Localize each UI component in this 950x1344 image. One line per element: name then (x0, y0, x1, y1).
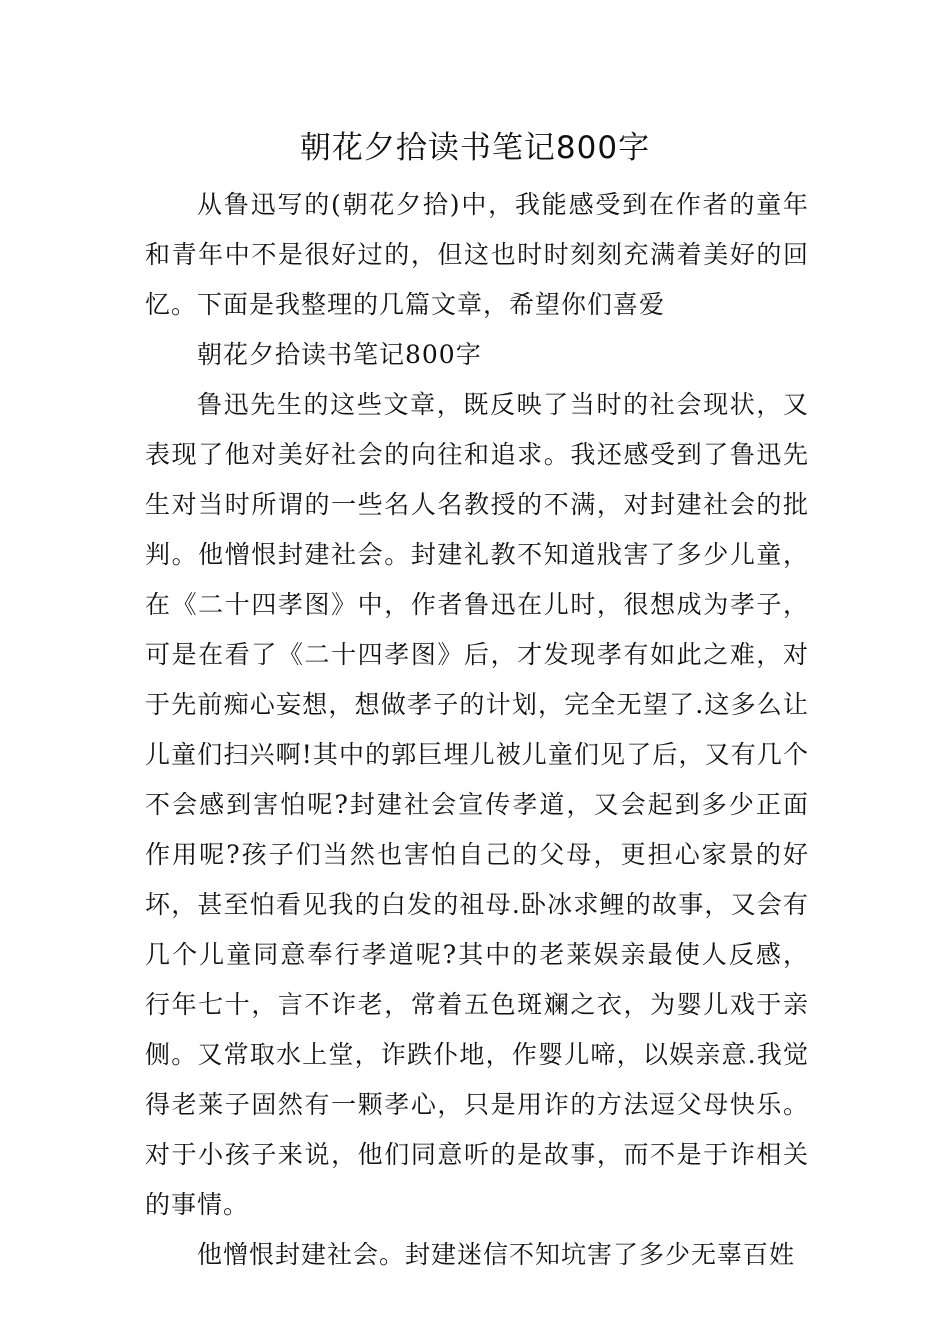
document-body (145, 180, 809, 1280)
paragraph-intro: 从鲁迅写的(朝花夕拾)中，我能感受到在作者的童年和青年中不是很好过的，但这也时时刻刻充满着美好的回忆。下面是我整理的几篇文章，希望你们喜爱 (145, 190, 809, 319)
paragraph-subtitle: 朝花夕拾读书笔记800字 (197, 340, 482, 369)
paragraph-main: 鲁迅先生的这些文章，既反映了当时的社会现状，又表现了他对美好社会的向往和追求。我还感受到了鲁迅先生对当时所谓的一些名人名教授的不满，对封建社会的批判。他憎恨封建社会。封建礼教不知道戕害了多少儿童，在《二十四孝图》中，作者鲁迅在儿时，很想成为孝子，可是在看了《二十四孝图》后，才发现孝有如此之难，对于先前痴心妄想，想做孝子的计划，完全无望了.这多么让儿童们扫兴啊!其中的郭巨埋儿被儿童们见了后，又有几个不会感到害怕呢?封建社会宣传孝道，又会起到多少正面作用呢?孩子们当然也害怕自己的父母，更担心家景的好坏，甚至怕看见我的白发的祖母.卧冰求鲤的故事，又会有几个儿童同意奉行孝道呢?其中的老莱娱亲最使人反感，行年七十，言不诈老，常着五色斑斓之衣，为婴儿戏于亲侧。又常取水上堂，诈跌仆地，作婴儿啼，以娱亲意.我觉得老莱子固然有一颗孝心，只是用诈的方法逗父母快乐。对于小孩子来说，他们同意听的是故事，而不是于诈相关的事情。 (145, 390, 809, 1219)
document-title: 朝花夕拾读书笔记800字 (299, 130, 651, 166)
paragraph-continued: 他憎恨封建社会。封建迷信不知坑害了多少无辜百姓 (197, 1240, 796, 1269)
